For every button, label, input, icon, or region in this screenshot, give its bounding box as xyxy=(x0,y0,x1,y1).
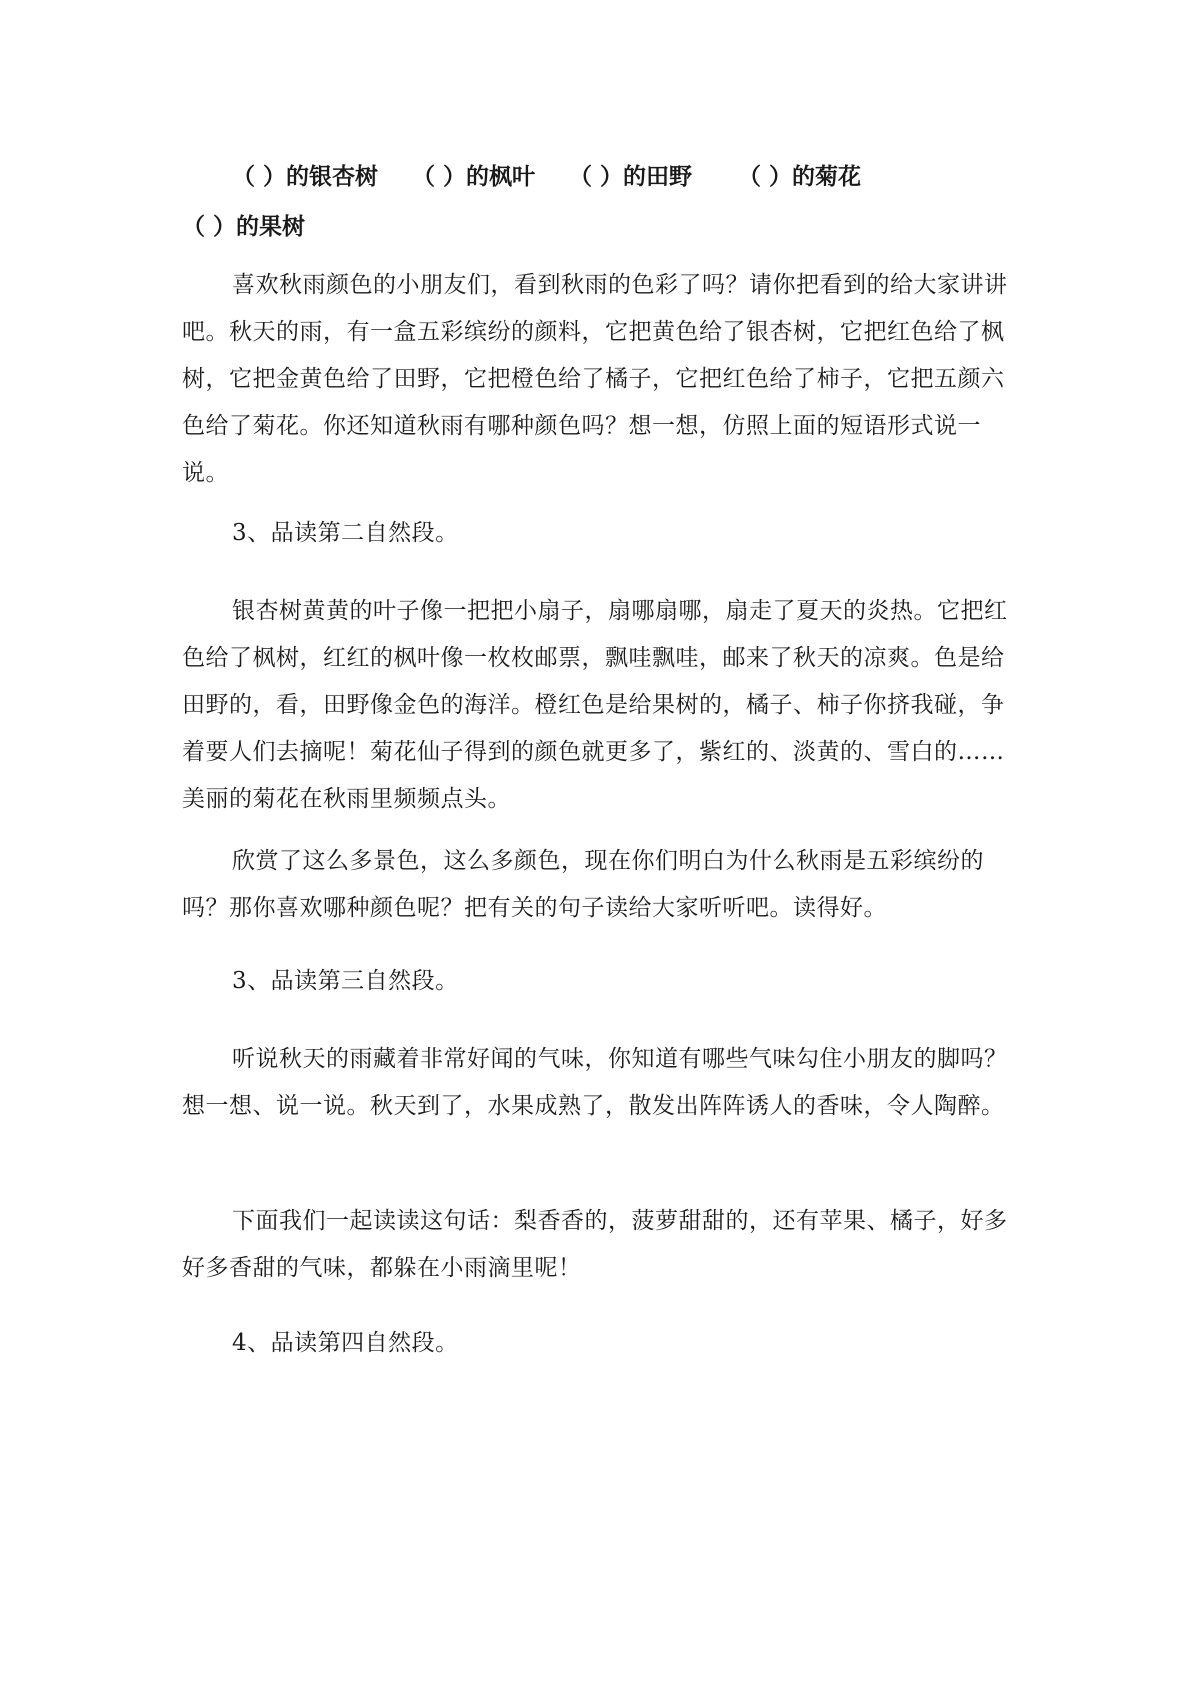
blank-item: （ ）的枫叶 xyxy=(412,163,536,190)
fill-in-blank-row xyxy=(182,152,1012,252)
paragraph: 听说秋天的雨藏着非常好闻的气味，你知道有哪些气味勾住小朋友的脚吗？想一想、说一说。秋天到了，水果成熟了，散发出阵阵诱人的香味，令人陶醉。 xyxy=(182,1046,1008,1119)
blank-item: （ ）的菊花 xyxy=(738,163,862,190)
section-heading: 3、品读第三自然段。 xyxy=(232,968,459,994)
section-heading: 4、品读第四自然段。 xyxy=(232,1330,459,1356)
paragraph: 下面我们一起读读这句话：梨香香的，菠萝甜甜的，还有苹果、橘子，好多好多香甜的气味，都躲在小雨滴里呢！ xyxy=(182,1208,1008,1281)
paragraph: 欣赏了这么多景色，这么多颜色，现在你们明白为什么秋雨是五彩缤纷的吗？那你喜欢哪种颜色呢？把有关的句子读给大家听听吧。读得好。 xyxy=(182,848,984,921)
paragraph: 喜欢秋雨颜色的小朋友们，看到秋雨的色彩了吗？请你把看到的给大家讲讲吧。秋天的雨，有一盒五彩缤纷的颜料，它把黄色给了银杏树，它把红色给了枫树，它把金黄色给了田野，它把橙色给了橘子，它把红色给了柿子，它把五颜六色给了菊花。你还知道秋雨有哪种颜色吗？想一想，仿照上面的短语形式说一说。 xyxy=(182,272,1008,486)
document-page xyxy=(182,0,1012,1684)
blank-item: （ ）的田野 xyxy=(569,163,693,190)
blank-item: （ ）的银杏树 xyxy=(232,163,379,190)
section-heading: 3、品读第二自然段。 xyxy=(232,520,459,546)
blank-item: （ ）的果树 xyxy=(182,213,306,240)
paragraph: 银杏树黄黄的叶子像一把把小扇子，扇哪扇哪，扇走了夏天的炎热。它把红色给了枫树，红红的枫叶像一枚枚邮票，飘哇飘哇，邮来了秋天的凉爽。色是给田野的，看，田野像金色的海洋。橙红色是给果树的，橘子、柿子你挤我碰，争着要人们去摘呢！菊花仙子得到的颜色就更多了，紫红的、淡黄的、雪白的……美丽的菊花在秋雨里频频点头。 xyxy=(182,598,1008,812)
